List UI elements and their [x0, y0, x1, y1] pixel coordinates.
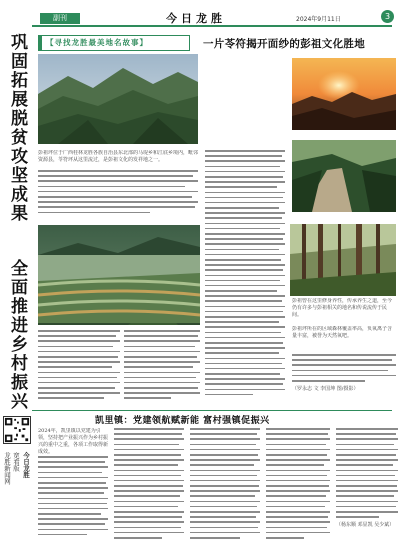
article-lead: 彭祖坪位于广西桂林龙胜各族自治县东北部的马堤乡和江底乡境内，毗邻资源县，苓符坪从这里流过，是彭祖文化的发祥地之一。: [38, 150, 198, 163]
section-tag: 副刊: [40, 13, 80, 24]
article-byline: （罗永志 文 李国坤 图/摄影）: [292, 386, 359, 393]
bottom-col-4: [266, 428, 330, 542]
qr-code-icon: [3, 416, 31, 444]
article-para-right-1: 彭祖曾在这里修身养性，传承养生之道，至今仍有许多与彭祖相关的地名和传说流传于民间。: [292, 298, 393, 318]
page-header: [0, 0, 410, 30]
bottom-col-1: [38, 428, 108, 539]
bottom-byline: （杨东顺 邓显凯 吴少斌）: [336, 522, 395, 529]
photo-sunset-ridge: [292, 58, 396, 130]
text-block-left-3: [124, 330, 200, 403]
side-info-2: 宽看版: [12, 452, 20, 472]
paper-name: 今日龙胜: [166, 12, 226, 25]
side-info-1: 今日龙胜: [22, 452, 30, 478]
article-title: 一片苓符揭开面纱的彭祖文化胜地: [203, 38, 365, 50]
bottom-lead: 2024年，凯里镇以党建为引领，坚持把产业振兴作为乡村振兴的重中之重，各项工作取得新成效。: [38, 428, 108, 455]
slogan-line-1: 巩固拓展脱贫攻坚成果: [7, 33, 27, 223]
page-date: 2024年9月11日: [296, 16, 341, 23]
photo-tall-trees: [290, 224, 396, 296]
page-number: 3: [381, 10, 394, 23]
slogan-line-2: 全面推进乡村振兴: [7, 259, 27, 411]
bottom-col-2: [114, 428, 184, 542]
side-info-3: 龙胜新闻网: [3, 452, 11, 485]
article-para-right-2: 彭祖坪所在的区域森林覆盖率高，负氧离子含量丰富，被誉为天然氧吧。: [292, 326, 393, 339]
photo-mountain-forest: [38, 54, 198, 144]
bottom-article-title: 凯里镇：党建领航赋新能 富村强镇促振兴: [95, 416, 270, 426]
vertical-slogan: [2, 33, 32, 411]
column-banner: 【寻找龙胜最美地名故事】: [38, 35, 190, 51]
bottom-col-3: [190, 428, 260, 542]
text-block-center-1: [205, 150, 285, 399]
photo-green-valley: [292, 140, 396, 212]
photo-terraced-fields: [38, 255, 200, 323]
text-block-left-2: [38, 330, 120, 403]
header-rule: [32, 25, 392, 27]
bottom-col-5: [336, 428, 398, 528]
text-block-left-1: [38, 150, 198, 217]
section-divider: [32, 410, 392, 411]
text-block-right-1: [292, 298, 396, 392]
